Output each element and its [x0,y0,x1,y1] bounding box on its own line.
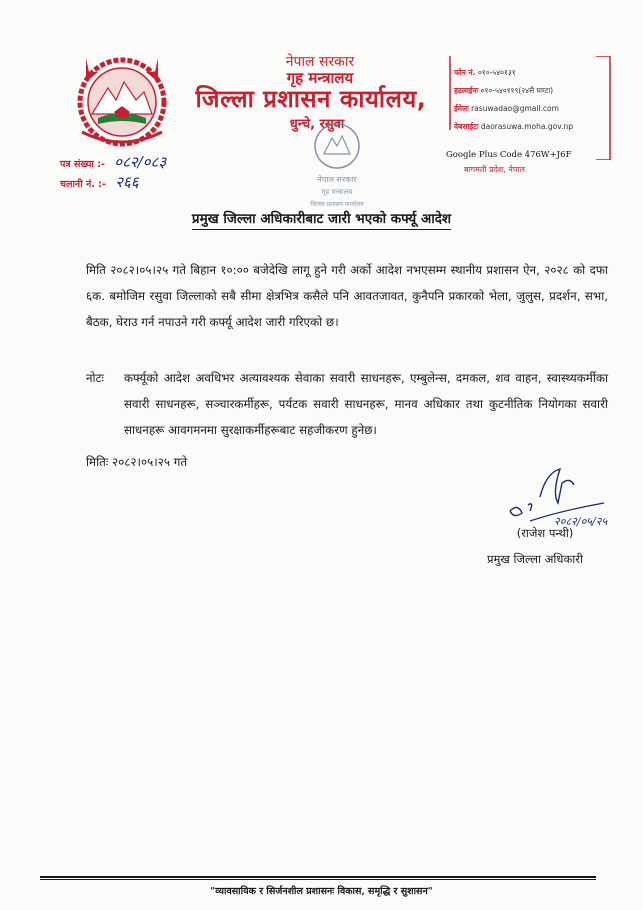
phone-row [454,68,516,78]
footer-motto: "व्यावसायिक र सिर्जनशील प्रशासनः विकास, समृद्धि र सुशासन" [210,886,433,897]
document-title [0,209,643,227]
chalani-value: २६६ [115,173,139,191]
office-location: धुन्चे, रसुवा [289,117,345,132]
seal-text-line1: नेपाल सरकार [317,175,357,184]
website-value: daorasuwa.moha.gov.np [480,122,573,131]
document-title-text: प्रमुख जिल्ला अधिकारीबाट जारी भएको कर्फ्यू आदेश [192,211,451,230]
signatory-name: (राजेश पन्थी) [516,526,574,540]
website-label: वेबसाईटः [454,122,479,131]
note-label: नोटः [86,371,104,385]
email-row [454,104,559,114]
footer-divider [40,876,596,878]
order-body: मिति २०८२।०५।२५ गते बिहान १०:०० बजेदेखि लागू हुने गरी अर्को आदेश नभएसम्म स्थानीय प्रशासन ऐन, २०२८ को दफा ६क. बमोजिम रसुवा जिल्लाको सबै सीमा क्षेत्रभित्र कसैले पनि आवतजावत, कुनैपनि प्रकारको भेला, जुलुस, प्रदर्शन, सभा, बैठक, घेराउ गर्न नपाउने गरी कर्फ्यू आदेश जारी गरिएको छ। [86,263,608,329]
phone-label: फोन नं. [454,68,476,77]
patra-sankhya-row [60,152,166,172]
email-label: ईमेलः [454,104,469,113]
hotline-label: हटलाईनः [454,86,479,95]
website-row [454,122,573,132]
email-value: rasuwadao@gmail.com [471,104,559,113]
ministry-name: गृह मन्त्रालय [286,69,354,87]
seal-text-line3: जिल्ला प्रशासन कार्यालय [310,201,364,208]
chalani-row [60,172,139,192]
svg-text:२०८२/०५/२५: २०८२/०५/२५ [554,515,608,528]
nepal-emblem-icon [66,48,178,148]
plus-code: Google Plus Code 476W+J6F [446,150,572,160]
phone-value: ०१०-५४०१३१ [477,68,516,77]
patra-sankhya-value: ०८२/०८३ [114,153,167,171]
hotline-row [454,86,553,96]
contact-block [446,56,612,174]
chalani-label: चलानी नं. :- [60,179,106,190]
note-block [86,365,608,443]
office-seal-stamp [294,110,380,220]
handwritten-signature [500,463,620,533]
office-name: जिल्ला प्रशासन कार्यालय, [195,85,427,113]
province-address: बागमती प्रदेश, नेपाल [464,165,525,174]
patra-sankhya-label: पत्र संख्या :- [60,159,105,170]
issue-date: मितिः २०८२।०५।२५ गते [86,455,188,469]
note-text: कर्फ्यूको आदेश अवधिभर अत्यावश्यक सेवाका सवारी साधनहरू, एम्बुलेन्स, दमकल, शव वाहन, स्वास्थ्यकर्मीका सवारी साधनहरू, सञ्चारकर्मीहरू, पर्यटक सवारी साधनहरू, मानव अधिकार तथा कुटनीतिक नियोगका सवारी साधनहरू आवगमनमा सुरक्षाकर्मीहरूबाट सहजीकरण हुनेछ। [124,371,608,437]
seal-text-line2: गृह मन्त्रालय [321,188,353,196]
government-name: नेपाल सरकार [285,54,355,70]
footer-divider-thin [40,879,596,880]
signatory-designation: प्रमुख जिल्ला अधिकारी [487,552,583,566]
hotline-value: ०१०-५४०११९(२४सै घण्टा) [480,86,554,95]
